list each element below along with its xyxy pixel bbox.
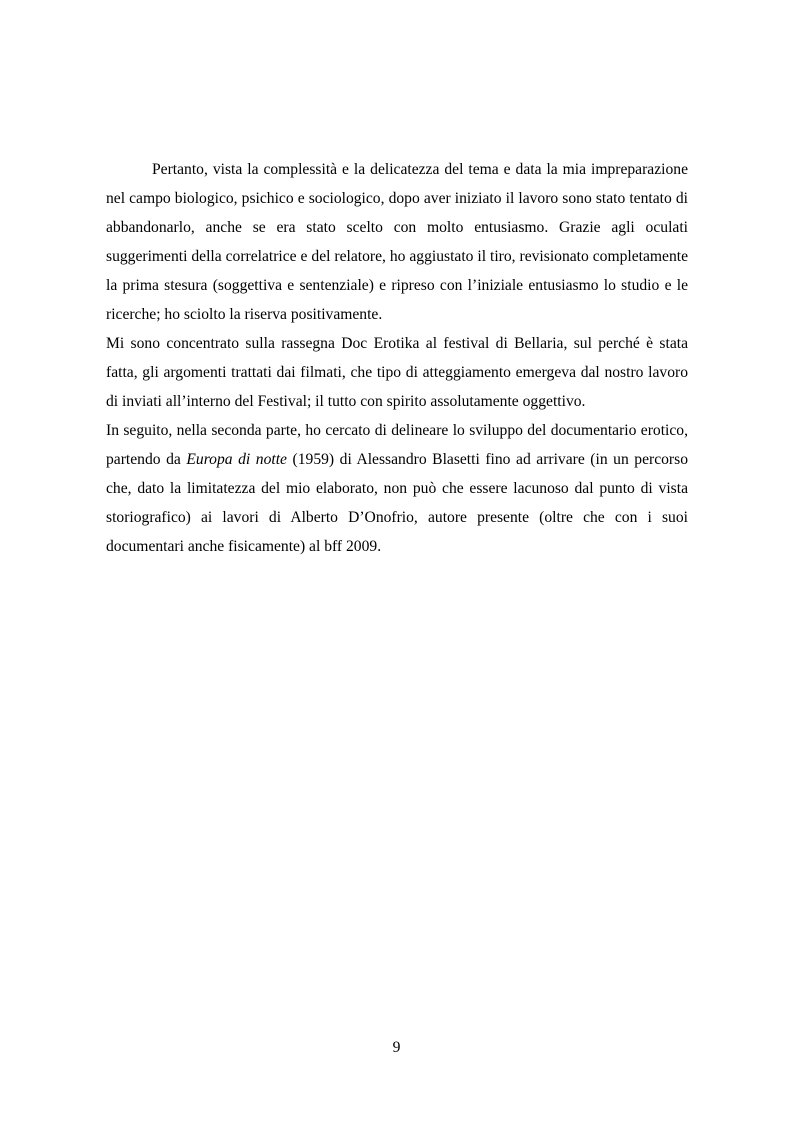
paragraph-doc-erotika: Mi sono concentrato sulla rassegna Doc Erotika al festival di Bellaria, sul perché è stata fatta, gli argomenti trattati dai filmati, che tipo di atteggiamento emergeva dal nostro lavoro di inviati all’interno del Festival; il tutto con spirito assolutamente oggettivo. xyxy=(106,335,688,410)
paragraph-second-part-end: (1959) di Alessandro Blasetti fino ad arrivare (in un percorso che, dato la limitatezza del mio elaborato, non può che essere lacunoso dal punto di vista storiografico) ai lavori di Alberto D’Onofrio, autore presente (oltre che con i suoi documentari anche fisicamente) al bff 2009. xyxy=(106,451,688,555)
paragraph-second-part xyxy=(106,416,688,561)
film-title-italic: Europa di notte xyxy=(186,451,287,468)
body-text xyxy=(106,155,688,561)
paragraph-intro: Pertanto, vista la complessità e la delicatezza del tema e data la mia impreparazione nel campo biologico, psichico e sociologico, dopo aver iniziato il lavoro sono stato tentato di abbandonarlo, anche se era stato scelto con molto entusiasmo. Grazie agli oculati suggerimenti della correlatrice e del relatore, ho aggiustato il tiro, revisionato completamente la prima stesura (soggettiva e sentenziale) e ripreso con l’iniziale entusiasmo lo studio e le ricerche; ho sciolto la riserva positivamente. xyxy=(106,161,688,323)
page-number: 9 xyxy=(392,1039,401,1056)
paragraph-second-part-start: In seguito, nella seconda parte, ho cercato di delineare lo sviluppo del documentario erotico, partendo da xyxy=(106,422,688,468)
